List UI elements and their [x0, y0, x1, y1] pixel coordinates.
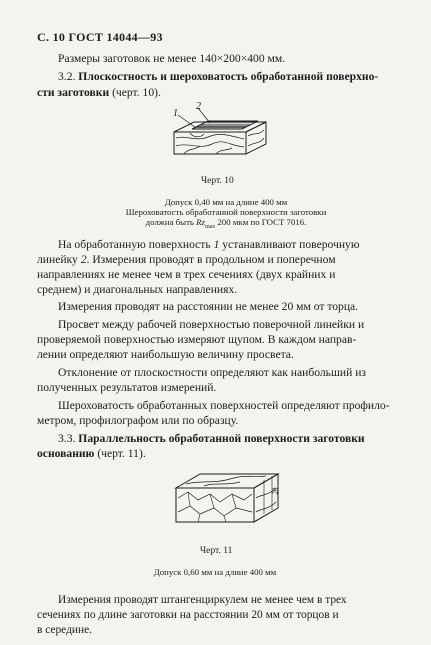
- figure-10-label-1: 1: [173, 108, 178, 119]
- section-3-2-heading-cont: [37, 86, 161, 100]
- figure-reference: (черт. 11).: [94, 447, 146, 460]
- figure-10-caption: Черт. 10: [201, 176, 234, 186]
- section-title-cont: сти заготовки: [37, 86, 110, 99]
- paragraph-surface-line4: среднем) и диагональных направлениях.: [37, 283, 238, 296]
- paragraph-roughness-line1: Шероховатость обработанных поверхностей определяют профило-: [58, 399, 390, 412]
- figure-11-tolerance: Допуск 0,60 мм на длине 400 мм: [153, 567, 277, 577]
- paragraph-sizes: Размеры заготовок не менее 140×200×400 мм.: [58, 52, 286, 65]
- section-title: Плоскостность и шероховатость обработанной поверхно-: [78, 70, 379, 83]
- section-title-cont: основанию: [37, 447, 95, 460]
- figure-reference: (черт. 10).: [109, 86, 161, 99]
- paragraph-gap-line3: лении определяют наибольшую величину просвета.: [37, 348, 294, 361]
- paragraph-flatness-line1: Отклонение от плоскостности определяют как наибольший из: [58, 366, 366, 379]
- figure-10-roughness: Шероховатость обработанной поверхности заготовки: [125, 207, 327, 217]
- section-3-3-heading-cont: [37, 447, 146, 461]
- figure-10-label-2: 2: [196, 101, 201, 112]
- rz-symbol: Rz: [196, 217, 205, 227]
- figure-10-tolerance: Допуск 0,40 мм на длине 400 мм: [164, 197, 288, 207]
- paragraph-caliper-line3: в середине.: [37, 624, 92, 636]
- page-header: С. 10 ГОСТ 14044—93: [37, 30, 163, 44]
- paragraph-caliper-line2: сечениях по длине заготовки на расстоянии 20 мм от торцов и: [37, 609, 339, 621]
- section-number: 3.2.: [58, 70, 76, 83]
- section-title: Параллельность обработанной поверхности заготовки: [78, 432, 365, 445]
- paragraph-flatness-line2: полученных результатов измерений.: [37, 381, 217, 394]
- paragraph-surface-line2: линейку 2. Измерения проводят в продольном и поперечном: [37, 253, 336, 266]
- paragraph-roughness-line2: метром, профилографом или по образцу.: [37, 414, 239, 427]
- paragraph-gap-line1: Просвет между рабочей поверхностью поверочной линейки и: [58, 318, 365, 331]
- figure-10-drawing: [166, 102, 268, 162]
- figure-11-caption: Черт. 11: [200, 546, 233, 556]
- paragraph-measure-distance: Измерения проводят на расстоянии не менее 20 мм от торца.: [58, 300, 359, 313]
- paragraph-surface-line1: На обработанную поверхность 1 устанавливают поверочную: [58, 238, 360, 251]
- figure-11-dimension-20: 20: [271, 487, 280, 495]
- section-3-3-heading: [58, 432, 365, 446]
- paragraph-gap-line2: проверяемой поверхностью измеряют щупом. В каждом направ-: [37, 333, 357, 346]
- figure-11-drawing: [170, 464, 284, 532]
- section-number: 3.3.: [58, 432, 76, 445]
- paragraph-caliper-line1: Измерения проводят штангенциркулем не менее чем в трех: [58, 594, 347, 606]
- figure-10-roughness-value: должна быть $Rz_{max}$ 200 мкм по ГОСТ 7016.: [145, 217, 307, 230]
- paragraph-surface-line3: направлениях не менее чем в трех сечениях (двух крайних и: [37, 268, 336, 281]
- section-3-2-heading: [58, 70, 378, 84]
